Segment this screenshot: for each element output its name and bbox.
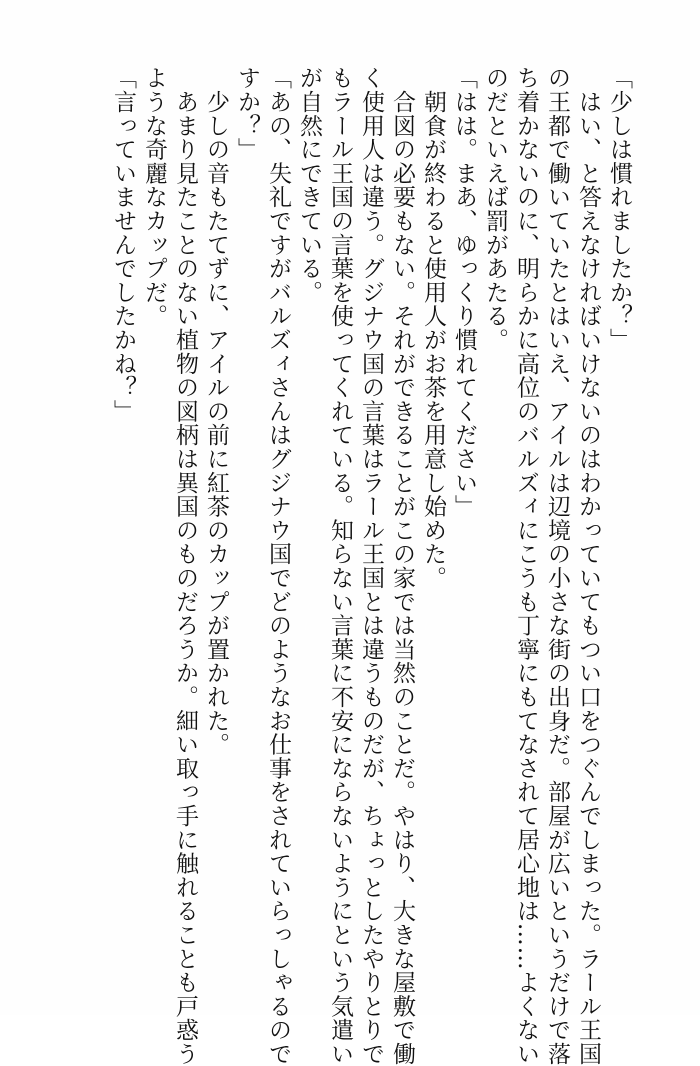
text-line: の王都で働いていたとはいえ、アイルは辺境の小さな街の出身だ。部屋が広いというだけで落 [544, 66, 570, 1066]
text-line: のだといえば罰があたる。 [482, 66, 508, 352]
text-line: 「あの、失礼ですがバルズィさんはグジナウ国でどのようなお仕事をされていらっしゃるので [265, 66, 291, 1066]
text-line: 「少しは慣れましたか？」 [606, 66, 632, 352]
text-line: く使用人は違う。グジナウ国の言葉はラール王国とは違うものだが、ちょっとしたやりとりで [358, 66, 384, 1066]
text-line: 朝食が終わると使用人がお茶を用意し始めた。 [420, 66, 446, 590]
text-line: 「言っていませんでしたかね？」 [110, 66, 136, 423]
text-line: あまり見たことのない植物の図柄は異国のものだろうか。細い取っ手に触れることも戸惑う [172, 66, 198, 1066]
text-line: もラール王国の言葉を使ってくれている。知らない言葉に不安にならないようにという気遣い [327, 66, 353, 1066]
text-line: 少しの音もたてずに、アイルの前に紅茶のカップが置かれた。 [203, 66, 229, 757]
text-line: はい、と答えなければいけないのはわかっていてもつい口をつぐんでしまった。ラール王国 [575, 66, 601, 1066]
text-line: 合図の必要もない。それができることがこの家では当然のことだ。やはり、大きな屋敷で働 [389, 66, 415, 1066]
text-line: ような奇麗なカップだ。 [141, 66, 167, 328]
vertical-text-block [107, 66, 634, 1066]
text-line: ち着かないのに、明らかに高位のバルズィにこうも丁寧にもてなされて居心地は……よくない [513, 66, 539, 1066]
text-line: が自然にできている。 [296, 66, 322, 304]
text-line: 「はは。まあ、ゆっくり慣れてください」 [451, 66, 477, 519]
text-line: すか？」 [234, 66, 260, 162]
